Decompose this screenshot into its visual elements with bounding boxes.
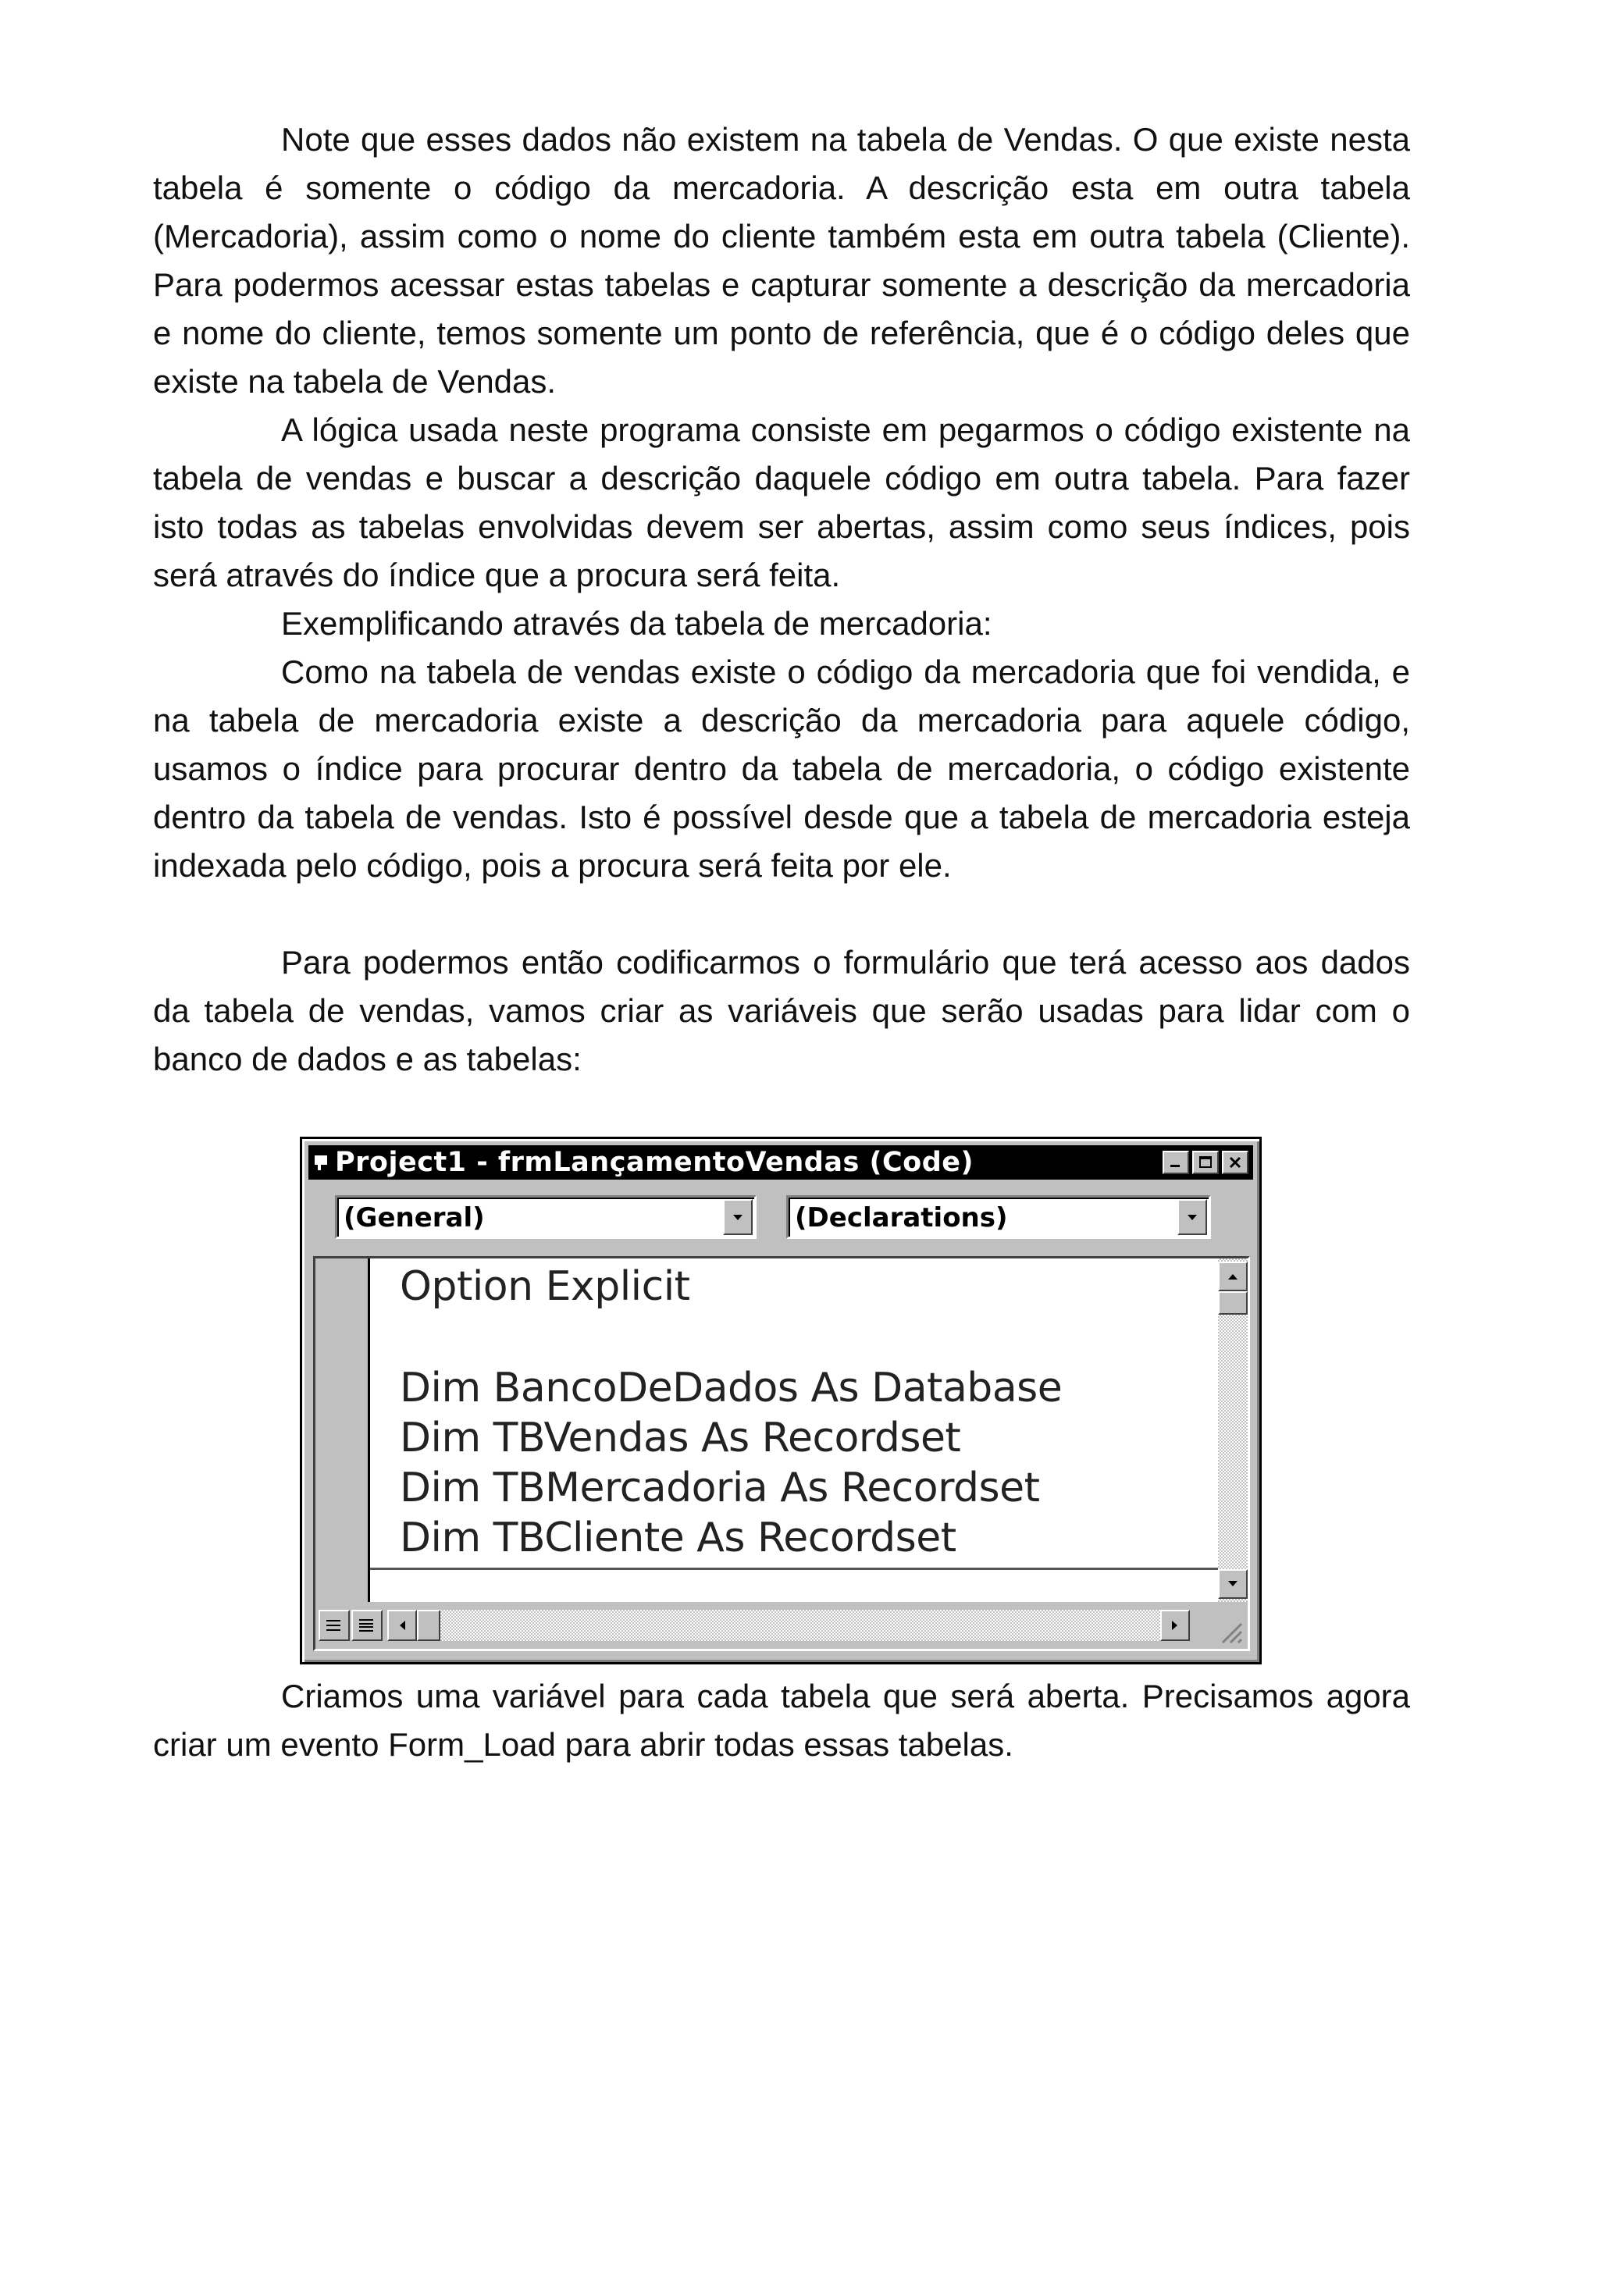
title-buttons <box>1163 1151 1248 1174</box>
code-line: Dim TBVendas As Recordset <box>400 1415 961 1461</box>
minimize-icon[interactable] <box>1163 1151 1189 1174</box>
object-dropdown[interactable] <box>335 1195 757 1239</box>
horizontal-scrollbar[interactable] <box>387 1610 1190 1641</box>
paragraph-5: Para podermos então codificarmos o formulário que terá acesso aos dados da tabela de vendas, vamos criar as variáveis que serão usadas para lidar com o banco de dados e as tabelas: <box>153 944 1410 1077</box>
chevron-down-icon[interactable] <box>1177 1199 1207 1235</box>
vertical-scrollbar[interactable] <box>1218 1258 1248 1602</box>
procedure-view-icon[interactable] <box>319 1610 350 1641</box>
procedure-dropdown-value: (Declarations) <box>795 1202 1008 1233</box>
code-window-title: Project1 - frmLançamentoVendas (Code) <box>335 1147 974 1178</box>
scroll-right-icon[interactable] <box>1160 1610 1190 1641</box>
scroll-left-icon[interactable] <box>387 1610 417 1641</box>
close-icon[interactable] <box>1222 1151 1248 1174</box>
code-window-titlebar[interactable] <box>308 1145 1253 1180</box>
object-dropdown-value: (General) <box>344 1202 485 1233</box>
code-editor[interactable] <box>313 1256 1250 1651</box>
scroll-up-icon[interactable] <box>1218 1262 1248 1291</box>
scroll-thumb[interactable] <box>1218 1291 1248 1315</box>
code-line: Dim TBMercadoria As Recordset <box>400 1465 1040 1511</box>
code-line: Dim TBCliente As Recordset <box>400 1515 956 1561</box>
code-line: Option Explicit <box>400 1263 690 1310</box>
margin-indicator-bar <box>315 1258 370 1602</box>
vb-code-window <box>300 1137 1262 1664</box>
blank-line <box>153 890 1410 938</box>
paragraph-4: Como na tabela de vendas existe o código da mercadoria que foi vendida, e na tabela de mercadoria existe a descrição da mercadoria para aquele código, usamos o índice para procurar dentro da tabela de mercadoria, o código existente dentro da tabela de vendas. Isto é possível desde que a tabela de mercadoria esteja indexada pelo código, pois a procura será feita por ele. <box>153 653 1410 884</box>
scroll-down-icon[interactable] <box>1218 1569 1248 1599</box>
document-text-bottom <box>153 1672 1410 1769</box>
horizontal-scroll-thumb[interactable] <box>417 1610 440 1641</box>
paragraph-2: A lógica usada neste programa consiste em pegarmos o código existente na tabela de vendas e buscar a descrição daquele código em outra tabela. Para fazer isto todas as tabelas envolvidas devem ser abertas, assim como seus índices, pois será através do índice que a procura será feita. <box>153 411 1410 593</box>
procedure-separator <box>370 1568 1223 1570</box>
paragraph-1: Note que esses dados não existem na tabela de Vendas. O que existe nesta tabela é somente o código da mercadoria. A descrição esta em outra tabela (Mercadoria), assim como o nome do cliente também esta em outra tabela (Cliente). Para podermos acessar estas tabelas e capturar somente a descrição da mercadoria e nome do cliente, temos somente um ponto de referência, que é o código deles que existe na tabela de Vendas. <box>153 121 1410 400</box>
maximize-icon[interactable] <box>1192 1151 1219 1174</box>
document-text-top <box>153 116 1410 1084</box>
full-module-view-icon[interactable] <box>351 1610 383 1641</box>
paragraph-6: Criamos uma variável para cada tabela que será aberta. Precisamos agora criar um evento Form_Load para abrir todas essas tabelas. <box>153 1678 1410 1763</box>
chevron-down-icon[interactable] <box>723 1199 753 1235</box>
resize-grip-icon[interactable] <box>1215 1616 1243 1644</box>
code-area[interactable] <box>370 1258 1223 1602</box>
code-line: Dim BancoDeDados As Database <box>400 1365 1063 1411</box>
bottom-bar <box>315 1602 1248 1649</box>
paragraph-3: Exemplificando através da tabela de mercadoria: <box>281 605 992 642</box>
code-window-icon <box>308 1145 335 1180</box>
procedure-dropdown[interactable] <box>786 1195 1211 1239</box>
